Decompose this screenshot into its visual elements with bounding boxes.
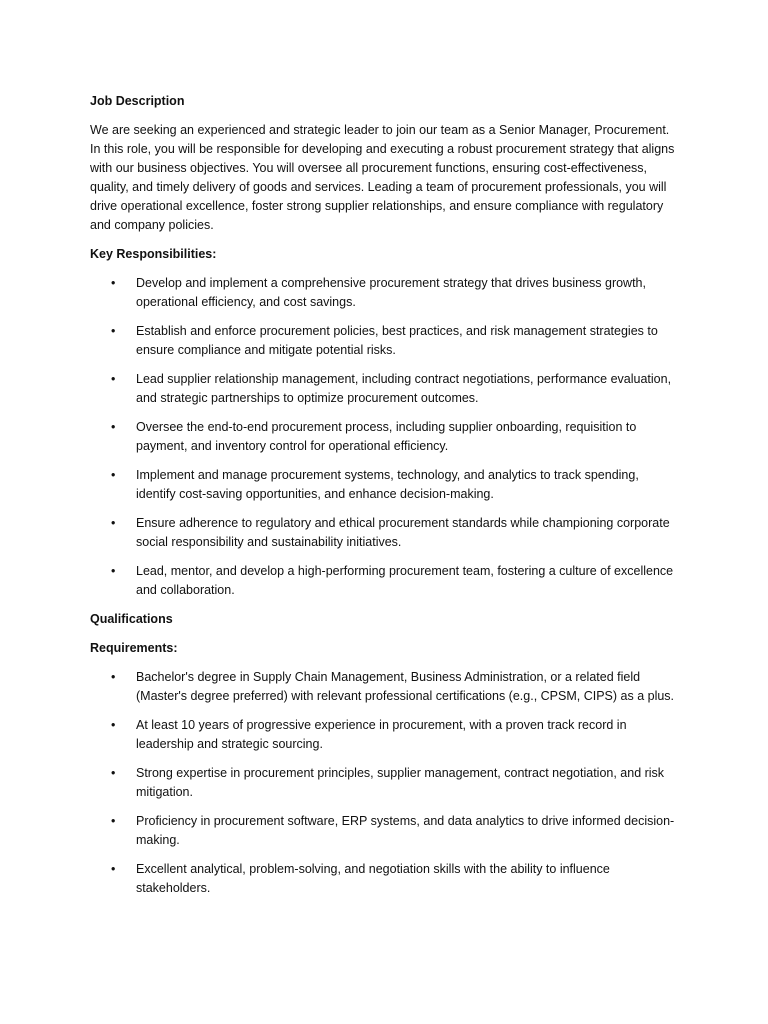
list-item [90,562,680,600]
bullet-icon: • [111,862,116,876]
list-item [90,668,680,706]
bullet-icon: • [111,718,116,732]
responsibility-text: Ensure adherence to regulatory and ethical procurement standards while championing corporate social responsibility and sustainability initiatives. [136,516,670,549]
responsibilities-list [90,274,680,600]
list-item [90,370,680,408]
bullet-icon: • [111,814,116,828]
key-responsibilities-heading: Key Responsibilities: [90,247,217,261]
bullet-icon: • [111,420,116,434]
list-item [90,274,680,312]
list-item [90,860,680,898]
requirements-list [90,668,680,898]
bullet-icon: • [111,372,116,386]
list-item [90,764,680,802]
list-item [90,716,680,754]
list-item [90,812,680,850]
responsibility-text: Oversee the end-to-end procurement process, including supplier onboarding, requisition to payment, and inventory control for operational efficiency. [136,420,637,453]
list-item [90,466,680,504]
requirement-text: Excellent analytical, problem-solving, and negotiation skills with the ability to influence stakeholders. [136,862,610,895]
bullet-icon: • [111,468,116,482]
list-item [90,322,680,360]
intro-paragraph: We are seeking an experienced and strategic leader to join our team as a Senior Manager, Procurement. In this role, you will be responsible for developing and executing a robust procurement strategy that aligns with our business objectives. You will oversee all procurement functions, ensuring cost-effectiveness, quality, and timely delivery of goods and services. Leading a team of procurement professionals, you will drive operational excellence, foster strong supplier relationships, and ensure compliance with regulatory and company policies. [90,123,675,232]
requirement-text: Strong expertise in procurement principles, supplier management, contract negotiation, and risk mitigation. [136,766,665,799]
bullet-icon: • [111,670,116,684]
bullet-icon: • [111,516,116,530]
list-item [90,418,680,456]
responsibility-text: Develop and implement a comprehensive procurement strategy that drives business growth, operational efficiency, and cost savings. [136,276,646,309]
list-item [90,514,680,552]
responsibility-text: Lead, mentor, and develop a high-performing procurement team, fostering a culture of excellence and collaboration. [136,564,674,597]
bullet-icon: • [111,324,116,338]
responsibility-text: Establish and enforce procurement policies, best practices, and risk management strategies to ensure compliance and mitigate potential risks. [136,324,658,357]
bullet-icon: • [111,276,116,290]
bullet-icon: • [111,564,116,578]
requirement-text: At least 10 years of progressive experience in procurement, with a proven track record in leadership and strategic sourcing. [136,718,627,751]
responsibility-text: Lead supplier relationship management, including contract negotiations, performance evaluation, and strategic partnerships to optimize procurement outcomes. [136,372,672,405]
requirement-text: Proficiency in procurement software, ERP systems, and data analytics to drive informed decision-making. [136,814,675,847]
responsibility-text: Implement and manage procurement systems, technology, and analytics to track spending, identify cost-saving opportunities, and enhance decision-making. [136,468,639,501]
job-description-heading: Job Description [90,94,185,108]
requirements-heading: Requirements: [90,641,178,655]
qualifications-heading: Qualifications [90,612,173,626]
bullet-icon: • [111,766,116,780]
requirement-text: Bachelor's degree in Supply Chain Management, Business Administration, or a related field (Master's degree preferred) with relevant professional certifications (e.g., CPSM, CIPS) as a plus. [136,670,675,703]
